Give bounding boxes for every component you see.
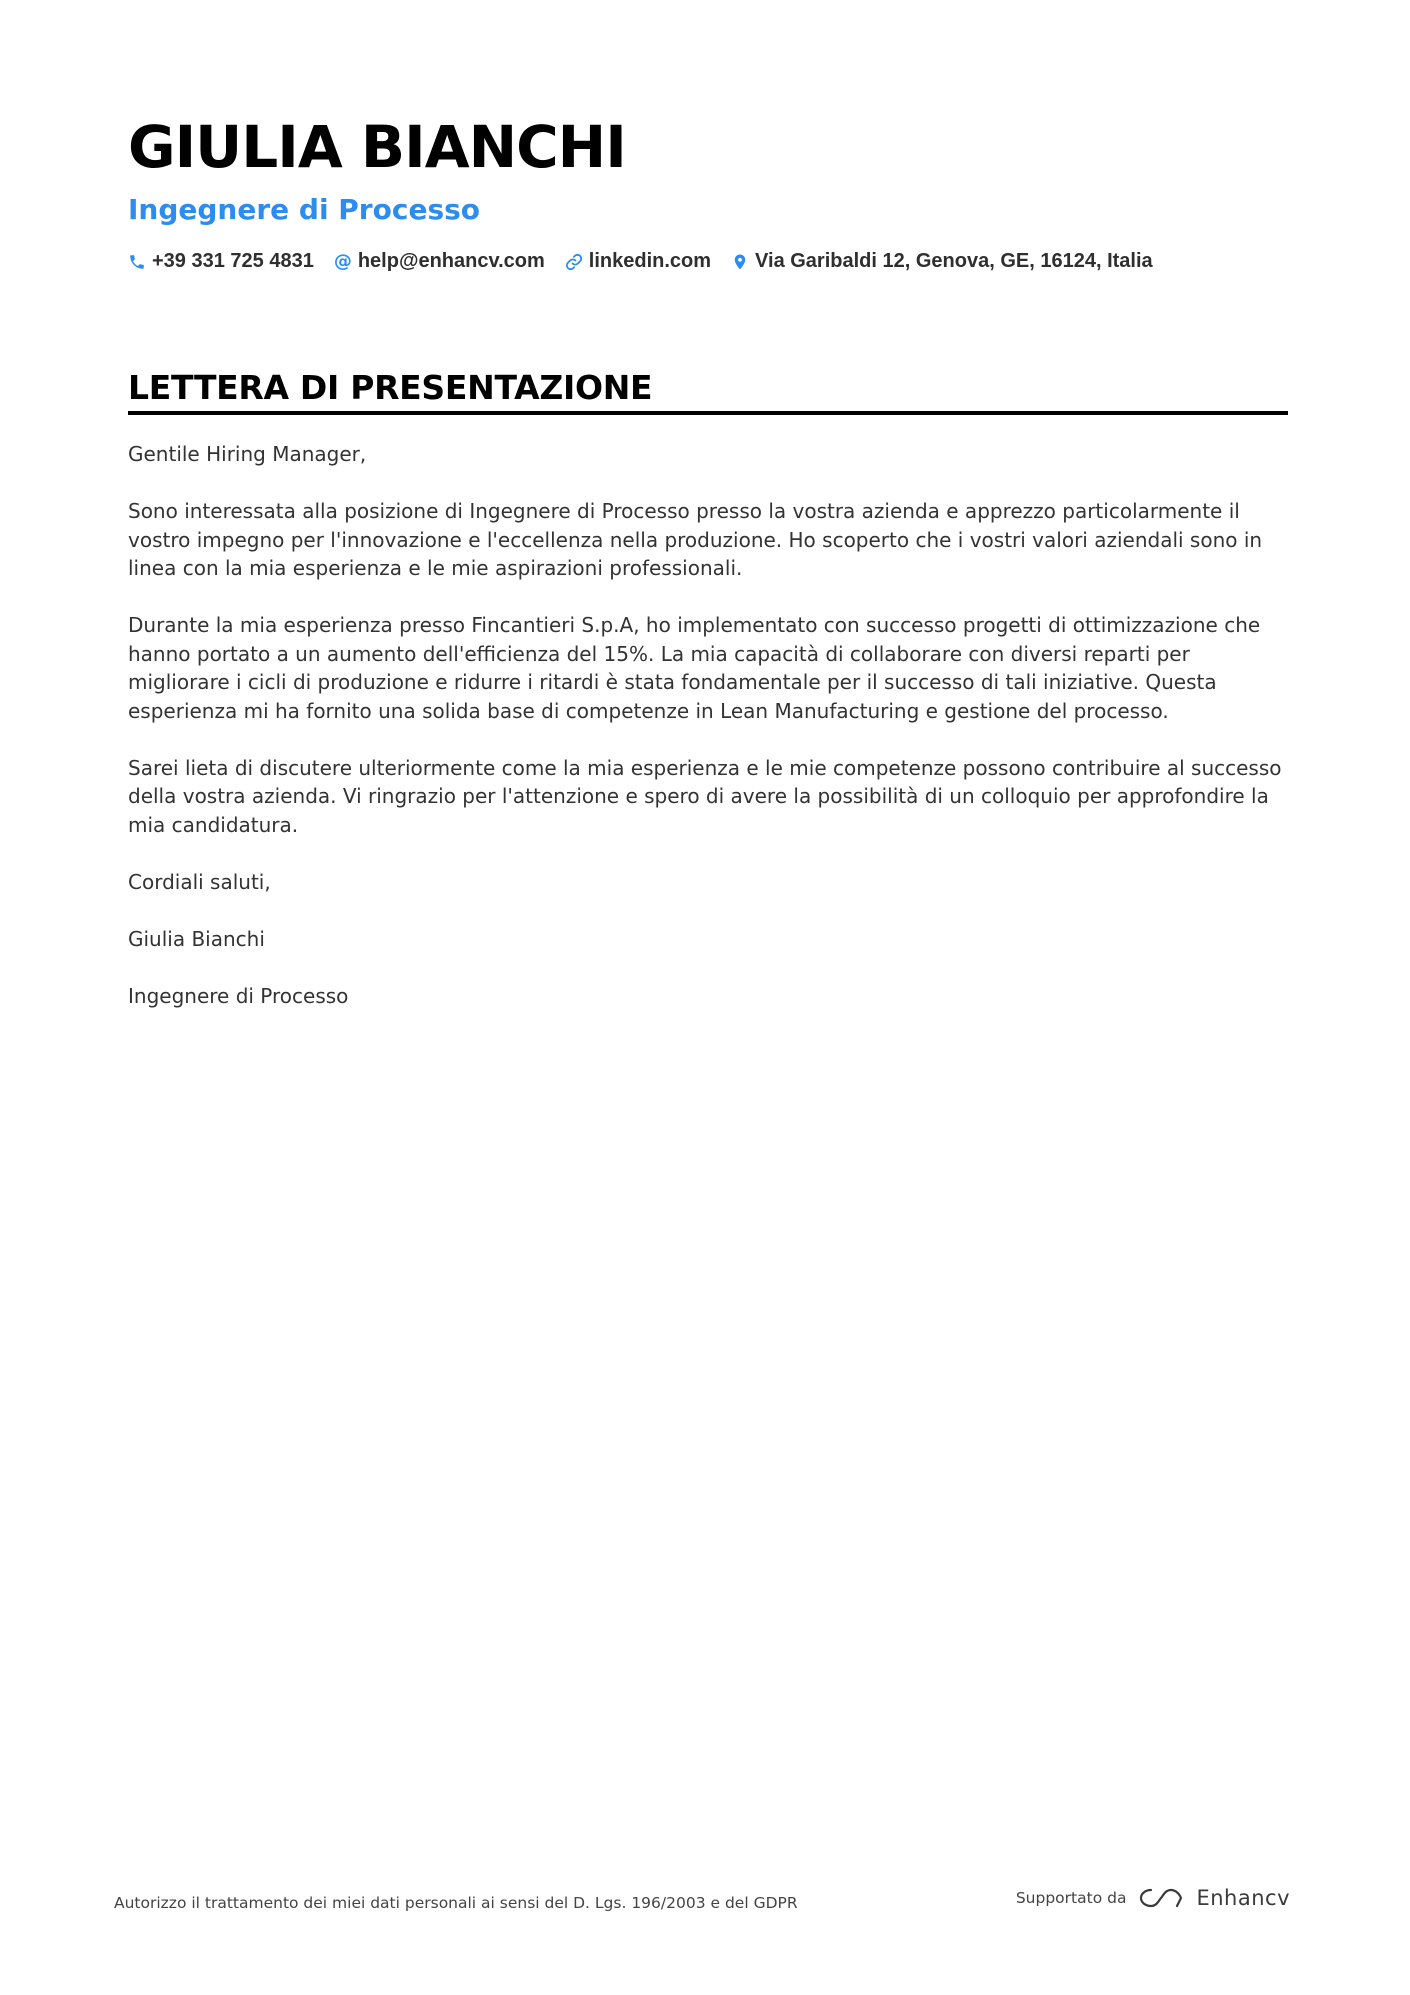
contact-linkedin: [565, 250, 711, 273]
section-divider: [128, 411, 1288, 415]
link-icon: [565, 253, 583, 271]
supported-label: Supportato da: [1015, 1889, 1127, 1907]
contact-phone: [128, 250, 314, 273]
phone-number: +39 331 725 4831: [152, 250, 314, 272]
enhancv-logo-icon: [1138, 1885, 1184, 1911]
header: [128, 112, 1288, 273]
letter-greeting: Gentile Hiring Manager,: [128, 442, 367, 466]
contact-email: [334, 250, 545, 273]
section-title: LETTERA DI PRESENTAZIONE: [128, 368, 653, 407]
letter-paragraph: Durante la mia esperienza presso Fincantieri S.p.A, ho implementato con successo progetti di ottimizzazione che hanno portato a un aumento dell'efficienza del 15%. La mia capacità di collaborare con diversi reparti per migliorare i cicli di produzione e ridurre i ritardi è stata fondamentale per il successo di tali iniziative. Questa esperienza mi ha fornito una solida base di competenze in Lean Manufacturing e gestione del processo.: [128, 613, 1261, 723]
contact-address: [731, 250, 1153, 273]
address-text: Via Garibaldi 12, Genova, GE, 16124, Italia: [755, 250, 1153, 272]
candidate-role: Ingegnere di Processo: [128, 193, 481, 226]
signature-title: Ingegnere di Processo: [128, 983, 349, 1008]
letter-paragraph: Sono interessata alla posizione di Ingegnere di Processo presso la vostra azienda e apprezzo particolarmente il vostro impegno per l'innovazione e l'eccellenza nella produzione. Ho scoperto che i vostri valori aziendali sono in linea con la mia esperienza e le mie aspirazioni professionali.: [128, 499, 1263, 580]
brand-name[interactable]: Enhancv: [1196, 1886, 1290, 1910]
letter-paragraph: Sarei lieta di discutere ulteriormente come la mia esperienza e le mie competenze possono contribuire al successo della vostra azienda. Vi ringrazio per l'attenzione e spero di avere la possibilità di un colloquio per approfondire la mia candidatura.: [128, 755, 1282, 837]
letter-closing: Cordiali saluti,: [128, 869, 271, 894]
phone-icon: [128, 253, 146, 271]
powered-by: [1016, 1885, 1290, 1911]
linkedin-link[interactable]: linkedin.com: [588, 250, 712, 272]
email-address[interactable]: help@enhancv.com: [357, 250, 545, 272]
candidate-name: GIULIA BIANCHI: [128, 113, 626, 181]
privacy-consent: Autorizzo il trattamento dei miei dati personali ai sensi del D. Lgs. 196/2003 e del GDPR: [114, 1894, 798, 1912]
at-icon: @: [333, 250, 352, 272]
signature-name: Giulia Bianchi: [128, 926, 265, 951]
letter-body: [128, 440, 1288, 1039]
location-pin-icon: [731, 253, 749, 271]
contact-info: [128, 250, 1288, 273]
